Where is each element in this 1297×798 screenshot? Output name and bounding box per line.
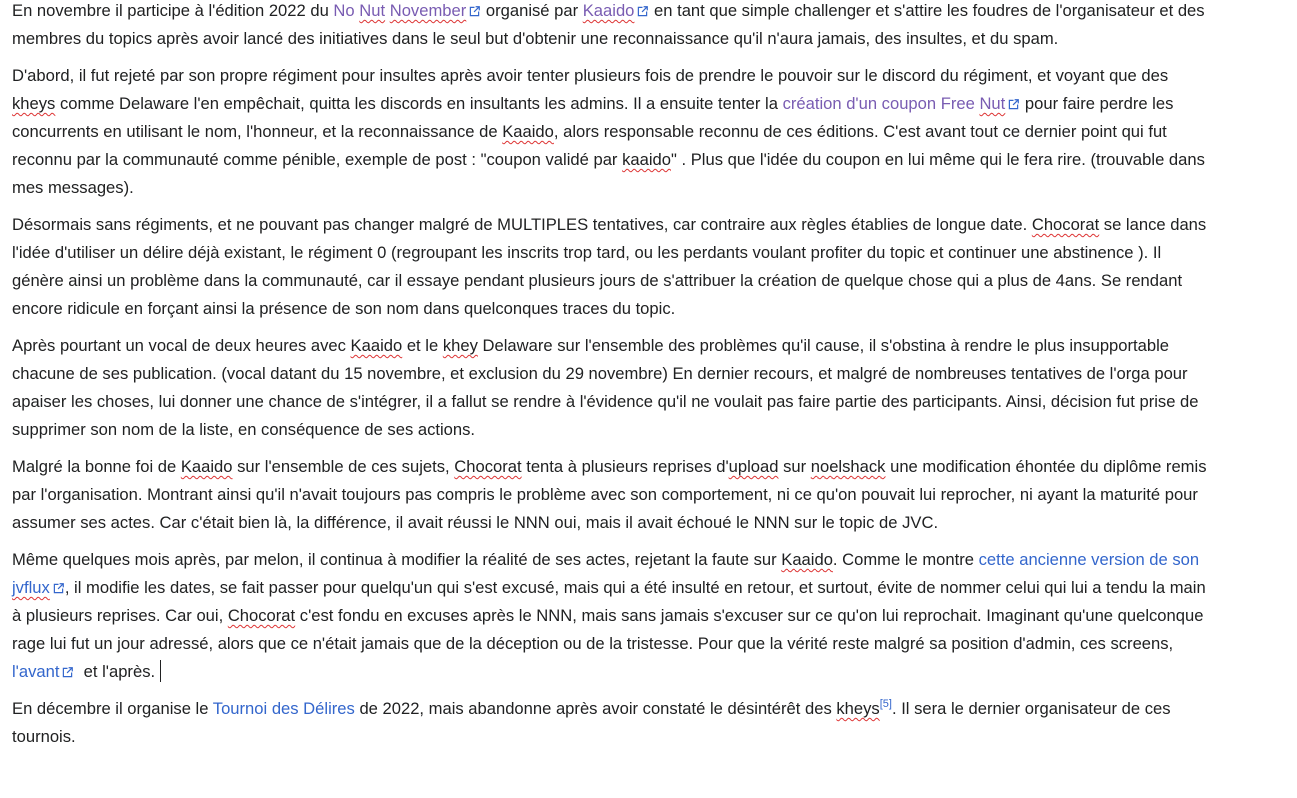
misspelled-word: Kaaido [502,122,554,141]
external-link-icon [1008,99,1019,110]
text: En décembre il organise le [12,699,213,718]
external-link-icon [53,583,64,594]
text: se lance dans l'idée d'utiliser un délire déjà existant, le régiment 0 (regroupant les inscrits trop tard, ou les perdants voulant profiter du topic et continuer une abstinence ). Il génère ainsi un problème dans la communauté, car il essaye pendant plusieurs jours de s'attribuer la création de quelque chose qui a plus de 4ans. Se rendant encore ridicule en forçant ainsi la présence de son nom dans quelconques traces du topic. [12,215,1207,318]
text: Désormais sans régiments, et ne pouvant pas changer malgré de MULTIPLES tentatives, car contraire aux règles établies de longue date. [12,215,1032,234]
link-november[interactable]: November [389,1,467,20]
link-text: Nut [979,94,1006,113]
misspelled-word: kaaido [622,150,671,169]
text: comme Delaware l'en empêchait, quitta les discords en insultants les admins. Il a ensuite tenter la [55,94,783,113]
text: de 2022, mais abandonne après avoir constaté le désintérêt des [354,699,837,718]
text: et l'après. [74,662,156,681]
text: , alors responsable reconnu de ces éditions. C'est avant tout ce dernier point qui fut reconnu par la communauté comme pénible, exemple de post : "coupon validé par [12,122,1167,169]
paragraph-regiment [12,62,1207,202]
paragraph-nnn-2022 [12,0,1207,53]
external-link-icon [637,6,648,17]
misspelled-word: noelshack [810,457,886,476]
link-no[interactable]: No [333,1,355,20]
link-text: création d'un coupon Free [782,94,980,113]
text: En novembre il participe à l'édition 2022 du [12,1,334,20]
text: " . Plus que l'idée du coupon en lui même qui le fera rire. (trouvable dans mes messages). [12,150,1205,197]
text: . Il sera le dernier organisateur de ces tournois. [12,699,1171,746]
link-text: cette ancienne version de son [978,550,1200,569]
link-text: jvflux [12,578,50,597]
text: une modification éhontée du diplôme remis par l'organisation. Montrant ainsi qu'il n'avait toujours pas compris le problème avec son comportement, ni ce qu'on pouvait lui reprocher, ni ayant la maturité pour assumer ses actes. Car c'était bien là, la différence, il avait réussi le NNN oui, mais il avait échoué le NNN sur le topic de JVC. [12,457,1207,532]
article-body [12,0,1207,760]
text: tenta à plusieurs reprises d' [521,457,729,476]
misspelled-word: Chocorat [1031,215,1100,234]
paragraph-tournoi [12,695,1207,751]
text: en tant que simple challenger et s'attire les foudres de l'organisateur et des membres du topics après avoir lancé des initiatives dans le seul but d'obtenir une reconnaissance qu'il n'aura jamais, des insultes, et du spam. [12,1,1205,48]
text: Même quelques mois après, par melon, il continua à modifier la réalité de ses actes, rejetant la faute sur [12,550,782,569]
paragraph-regiment-zero [12,211,1207,323]
text: sur l'ensemble de ces sujets, [232,457,455,476]
misspelled-word: Chocorat [227,606,296,625]
text: Delaware sur l'ensemble des problèmes qu'il cause, il s'obstina à rendre le plus insupportable chacune de ses publication. (vocal datant du 15 novembre, et exclusion du 29 novembre) En dernier recours, et malgré de nombreuses tentatives de l'orga pour apaiser les choses, lui donner une chance de s'intégrer, il a fallut se rendre à l'évidence qu'il ne voulait pas faire partie des participants. Ainsi, décision fut prise de supprimer son nom de la liste, en conséquence de ses actions. [12,336,1199,439]
reference-link[interactable]: [5] [879,698,892,710]
text: Après pourtant un vocal de deux heures avec [12,336,351,355]
external-link-icon [469,6,480,17]
misspelled-word: khey [442,336,478,355]
paragraph-vocal [12,332,1207,444]
link-nut[interactable]: Nut [359,1,386,20]
text: , il modifie les dates, se fait passer pour quelqu'un qui s'est excusé, mais qui a été insulté en retour, et surtout, évite de nommer celui qui lui a tendu la main à plusieurs reprises. Car oui, [12,578,1206,625]
misspelled-word: Kaaido [781,550,833,569]
text: et le [402,336,443,355]
text: D'abord, il fut rejeté par son propre régiment pour insultes après avoir tenter plusieurs fois de prendre le pouvoir sur le discord du régiment, et voyant que des [12,66,1169,85]
text: organisé par [481,1,583,20]
text: c'est fondu en excuses après le NNN, mais sans jamais s'excuser sur ce qu'on lui reprochait. Imaginant qu'une quelconque rage lui fut un jour adressé, alors que ce n'était jamais que de la déception ou de la tristesse. Pour que la vérité reste malgré sa position d'admin, ces screens, [12,606,1204,653]
text: pour faire perdre les concurrents en utilisant le nom, l'honneur, et la reconnaissance de [12,94,1174,141]
misspelled-word: Chocorat [454,457,522,476]
link-coupon-free-nut[interactable] [783,94,1006,113]
misspelled-word: upload [728,457,779,476]
paragraph-melon [12,546,1207,686]
link-tournoi-des-delires[interactable]: Tournoi des Délires [212,699,355,718]
paragraph-diplome [12,453,1207,537]
text: . Comme le montre [832,550,979,569]
link-kaaido-external[interactable]: Kaaido [582,1,635,20]
external-link-icon [62,667,73,678]
text-cursor [160,660,161,682]
misspelled-word: kheys [12,94,56,113]
link-avant[interactable]: l'avant [12,662,60,681]
text: Malgré la bonne foi de [12,457,181,476]
text: sur [778,457,811,476]
misspelled-word: Kaaido [180,457,233,476]
misspelled-word: Kaaido [350,336,403,355]
misspelled-word: kheys [836,699,880,718]
